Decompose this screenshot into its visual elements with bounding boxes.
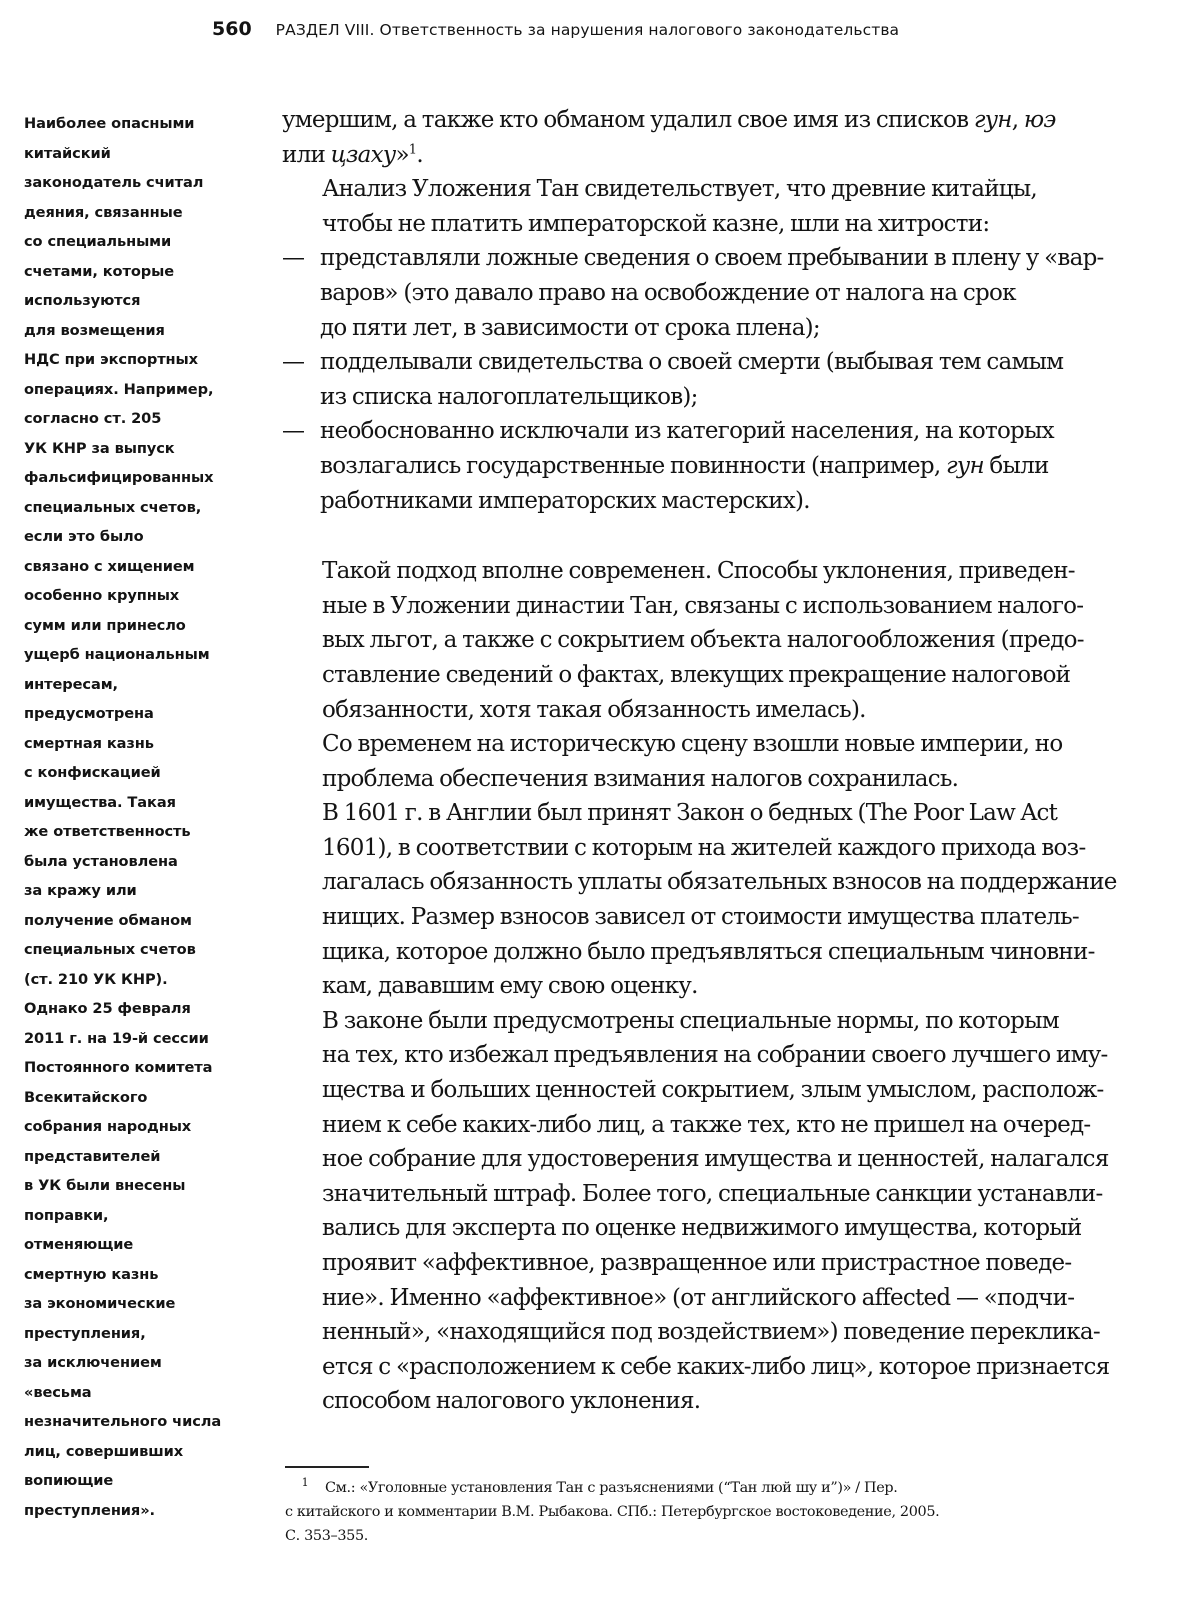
margin-note-line: сумм или принесло	[24, 616, 186, 634]
margin-note-line: смертная казнь	[24, 734, 154, 752]
margin-note-line: специальных счетов	[24, 941, 196, 958]
text-run: »	[395, 141, 409, 168]
margin-note-line: за кражу или	[24, 882, 137, 899]
text-line: вались для эксперта по оценке недвижимого имущества, который	[322, 1215, 1082, 1242]
margin-note-line: имущества. Такая	[24, 793, 176, 811]
text-run: ,	[1011, 107, 1024, 133]
text-line: Анализ Уложения Тан свидетельствует, что древние китайцы,	[322, 176, 1037, 203]
margin-note-line: операциях. Например,	[24, 380, 214, 398]
margin-note-line: Постоянного комитета	[24, 1059, 213, 1076]
paragraph-continuation	[282, 103, 1114, 172]
text-line: варов» (это давало право на освобождение от налога на срок	[320, 279, 1016, 306]
italic-term: гун	[973, 107, 1012, 133]
text-line: В законе были предусмотрены специальные нормы, по которым	[322, 1007, 1059, 1034]
margin-note-line: 2011 г. на 19-й сессии	[24, 1029, 209, 1047]
margin-note-line: за экономические	[24, 1295, 176, 1312]
text-line: работниками императорских мастерских).	[320, 487, 810, 514]
margin-note-line: за исключением	[24, 1354, 162, 1371]
footnote-reference[interactable]: 1	[408, 141, 417, 157]
margin-note-line: Однако 25 февраля	[24, 1000, 191, 1017]
paragraph	[282, 796, 1117, 1004]
running-title: РАЗДЕЛ VIII. Ответственность за нарушения налогового законодательства	[275, 21, 900, 39]
text-run: умершим, а также кто обманом удалил свое имя из списков	[282, 107, 974, 133]
margin-note-line: с конфискацией	[24, 764, 161, 781]
paragraph	[282, 1004, 1114, 1419]
page-number: 560	[212, 18, 252, 40]
margin-note-line: преступления».	[24, 1501, 155, 1519]
footnote-divider	[285, 1466, 369, 1468]
text-line: кам, дававшим ему свою оценку.	[322, 973, 698, 1000]
margin-note-line: НДС при экспортных	[24, 351, 198, 368]
text-line: способом налогового уклонения.	[322, 1388, 701, 1415]
text-line	[320, 449, 1114, 484]
italic-term: гун	[946, 452, 984, 479]
margin-note-line: счетами, которые	[24, 262, 175, 280]
italic-term: юэ	[1023, 107, 1056, 133]
margin-note-line: вопиющие	[24, 1472, 114, 1489]
text-line: 1601), в соответствии с которым на жителей каждого прихода воз-	[322, 834, 1086, 861]
text-line: необоснованно исключали из категорий населения, на которых	[320, 418, 1054, 445]
italic-term: цзаху	[330, 141, 396, 168]
paragraph	[282, 727, 1114, 796]
margin-note-line: законодатель считал	[24, 174, 204, 191]
margin-note-line: УК КНР за выпуск	[24, 439, 175, 457]
text-line: нием к себе каких-либо лиц, а также тех, кто не пришел на очеред-	[322, 1111, 1091, 1138]
text-line: проблема обеспечения взимания налогов сохранилась.	[322, 765, 959, 792]
dash-marker: —	[282, 245, 305, 272]
margin-note-line: ущерб национальным	[24, 646, 210, 663]
paragraph	[282, 554, 1114, 727]
margin-note-line: Всекитайского	[24, 1088, 148, 1106]
text-line: чтобы не платить императорской казне, шли на хитрости:	[322, 210, 990, 237]
text-line: ные в Уложении династии Тан, связаны с использованием налого-	[322, 592, 1084, 619]
text-run: были	[983, 452, 1049, 479]
margin-note-line: интересам,	[24, 675, 118, 693]
text-run: или	[282, 141, 331, 168]
text-line	[282, 138, 1114, 173]
margin-note-line: со специальными	[24, 233, 172, 250]
margin-note-line: деяния, связанные	[24, 203, 183, 221]
text-line: нищих. Размер взносов зависел от стоимости имущества платель-	[322, 904, 1079, 931]
text-line: щика, которое должно было предъявляться специальным чиновни-	[322, 938, 1095, 965]
margin-note-line: в УК были внесены	[24, 1177, 186, 1194]
running-head	[212, 18, 1112, 48]
margin-note-line: если это было	[24, 528, 144, 545]
footnote	[285, 1476, 1115, 1548]
dash-list	[282, 241, 1114, 518]
text-run: возлагались государственные повинности (например,	[320, 452, 946, 479]
footnote-line: 1 См.: «Уголовные установления Тан с разъяснениями (“Тан люй шу и”)» / Пер.	[301, 1476, 898, 1496]
text-line: ное собрание для удостоверения имущества и ценностей, налагался	[322, 1146, 1109, 1173]
text-run: .	[416, 141, 423, 168]
text-line: ставление сведений о фактах, влекущих прекращение налоговой	[322, 661, 1071, 688]
text-line: ется с «расположением к себе каких-либо лиц», которое признается	[322, 1353, 1110, 1380]
text-line: значительный штраф. Более того, специальные санкции устанавли-	[322, 1180, 1103, 1207]
margin-note	[24, 109, 260, 1525]
dash-marker: —	[282, 418, 305, 445]
margin-note-line: получение обманом	[24, 911, 192, 929]
text-line: ненный», «находящийся под воздействием») поведение переклика-	[322, 1319, 1100, 1346]
footnote-line: С. 353–355.	[285, 1528, 369, 1544]
margin-note-line: (ст. 210 УК КНР).	[24, 970, 168, 988]
text-line: из списка налогоплательщиков);	[320, 383, 698, 410]
text-line: проявит «аффективное, развращенное или пристрастное поведе-	[322, 1250, 1072, 1276]
margin-note-line: особенно крупных	[24, 587, 180, 604]
text-line: лагалась обязанность уплаты обязательных взносов на поддержание	[322, 869, 1117, 896]
margin-note-line: незначительного числа	[24, 1413, 222, 1430]
margin-note-line: Наиболее опасными	[24, 115, 195, 132]
list-item	[282, 345, 1114, 414]
dash-marker: —	[282, 349, 305, 376]
text-line: обязанности, хотя такая обязанность имелась).	[322, 696, 866, 723]
list-item	[282, 241, 1114, 345]
main-text	[282, 103, 1117, 1419]
margin-note-line: представителей	[24, 1147, 161, 1165]
text-run: См.: «Уголовные установления Тан с разъяснениями (“Тан люй шу и”)» / Пер.	[325, 1480, 898, 1496]
margin-note-line: отменяющие	[24, 1236, 134, 1253]
text-line: Такой подход вполне современен. Способы уклонения, приведен-	[322, 558, 1075, 585]
text-line: на тех, кто избежал предъявления на собрании своего лучшего иму-	[322, 1042, 1108, 1069]
margin-note-line: смертную казнь	[24, 1265, 159, 1283]
margin-note-line: связано с хищением	[24, 557, 195, 575]
margin-note-line: собрания народных	[24, 1118, 192, 1135]
text-line: вых льгот, а также с сокрытием объекта налогообложения (предо-	[322, 627, 1084, 654]
margin-note-line: предусмотрена	[24, 705, 154, 722]
text-line	[282, 103, 1114, 138]
text-line: щества и больших ценностей сокрытием, злым умыслом, располож-	[322, 1077, 1104, 1104]
margin-note-line: китайский	[24, 144, 111, 162]
margin-note-line: фальсифицированных	[24, 469, 214, 486]
paragraph	[282, 172, 1114, 241]
margin-note-line: же ответственность	[24, 823, 191, 840]
text-line: Со временем на историческую сцену взошли новые империи, но	[322, 731, 1063, 758]
margin-note-line: преступления,	[24, 1324, 146, 1342]
margin-note-line: согласно ст. 205	[24, 410, 162, 427]
margin-note-line: «весьма	[24, 1383, 92, 1401]
text-line: ние». Именно «аффективное» (от английского affected — «подчи-	[322, 1284, 1075, 1311]
margin-note-line: поправки,	[24, 1206, 109, 1224]
text-line: подделывали свидетельства о своей смерти (выбывая тем самым	[320, 349, 1064, 376]
list-item	[282, 414, 1114, 518]
text-line: В 1601 г. в Англии был принят Закон о бедных (The Poor Law Act	[322, 800, 1058, 827]
margin-note-line: для возмещения	[24, 321, 165, 339]
margin-note-line: была установлена	[24, 852, 178, 870]
margin-note-line: используются	[24, 292, 141, 309]
footnote-line: с китайского и комментарии В.М. Рыбакова. СПб.: Петербургское востоковедение, 2005.	[285, 1504, 940, 1520]
text-line: до пяти лет, в зависимости от срока плена);	[320, 314, 820, 341]
margin-note-line: специальных счетов,	[24, 498, 202, 516]
margin-note-line: лиц, совершивших	[24, 1442, 184, 1460]
text-line: представляли ложные сведения о своем пребывании в плену у «вар-	[320, 245, 1104, 272]
